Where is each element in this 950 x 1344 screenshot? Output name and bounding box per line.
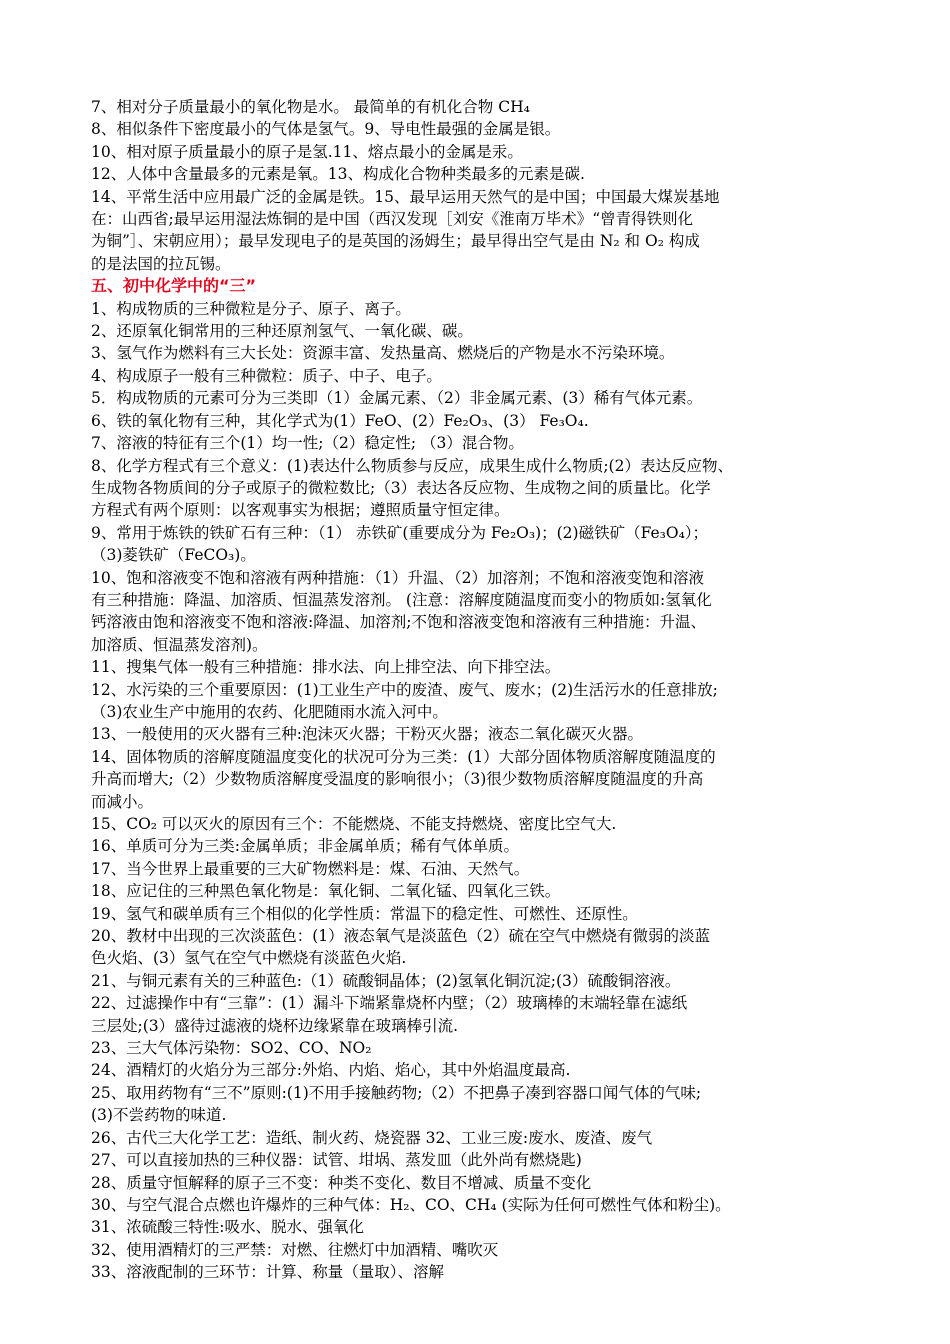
text-line: (3)不尝药物的味道. [91,1106,227,1125]
text-line: 7、相对分子质量最小的氧化物是水。 最简单的有机化合物 CH₄ [91,98,530,116]
text-line: 18、应记住的三种黑色氧化物是：氧化铜、二氧化锰、四氧化三铁。 [91,882,561,901]
text-line: 8、相似条件下密度最小的气体是氢气。9、导电性最强的金属是银。 [91,120,561,139]
text-line: 14、平常生活中应用最广泛的金属是铁。15、最早运用天然气的是中国；中国最大煤炭基地 [91,187,720,206]
text-line: 有三种措施：降温、加溶质、恒温蒸发溶剂。 (注意：溶解度随温度而变小的物质如:氢氧化 [91,590,712,609]
text-line: 13、一般使用的灭火器有三种:泡沫灭火器；干粉灭火器；液态二氧化碳灭火器。 [91,725,643,744]
text-line: 12、人体中含量最多的元素是氧。13、构成化合物种类最多的元素是碳. [91,165,585,184]
text-line: 为铜”］、宋朝应用）；最早发现电子的是英国的汤姆生；最早得出空气是由 N₂ 和 O₂ 构成 [91,232,700,251]
text-line: 3、氢气作为燃料有三大长处：资源丰富、发热量高、燃烧后的产物是水不污染环境。 [91,344,675,363]
text-line: 升高而增大;（2）少数物质溶解度受温度的影响很小；（3)很少数物质溶解度随温度的升高 [91,770,704,789]
text-line: 14、固体物质的溶解度随温度变化的状况可分为三类：(1）大部分固体物质溶解度随温度的 [91,747,716,766]
top-section [91,96,890,275]
text-line: 21、与铜元素有关的三种蓝色:（1）硫酸铜晶体；(2)氢氧化铜沉淀;(3）硫酸铜溶液。 [91,971,681,990]
text-line: 30、与空气混合点燃也许爆炸的三种气体：H₂、CO、CH₄ (实际为任何可燃性气体和粉尘)。 [91,1195,731,1214]
text-line: 27、可以直接加热的三种仪器：试管、坩埚、蒸发皿（此外尚有燃烧匙) [91,1151,582,1170]
text-line: 11、搜集气体一般有三种措施：排水法、向上排空法、向下排空法。 [91,658,561,677]
text-line: 而减小。 [91,792,154,811]
text-line: 的是法国的拉瓦锡。 [91,254,231,273]
text-line: 7、溶液的特征有三个(1）均一性;（2）稳定性; （3）混合物。 [91,434,524,453]
text-line: 22、过滤操作中有“三靠”：(1）漏斗下端紧靠烧杯内壁；（2）玻璃棒的末端轻靠在滤纸 [91,994,688,1013]
text-line: 33、溶液配制的三环节：计算、称量（量取）、溶解 [91,1263,444,1282]
text-line: 生成物各物质间的分子或原子的微粒数比;（3）表达各反应物、生成物之间的质量比。化学 [91,478,711,497]
text-line: 32、使用酒精灯的三严禁：对燃、往燃灯中加酒精、嘴吹灭 [91,1240,499,1259]
text-line: 17、当今世界上最重要的三大矿物燃料是：煤、石油、天然气。 [91,859,530,878]
text-line: 9、常用于炼铁的铁矿石有三种：（1） 赤铁矿(重要成分为 Fe₂O₃)；(2)磁铁矿（Fe₃O₄）； [91,523,709,542]
text-line: 10、相对原子质量最小的原子是氢.11、熔点最小的金属是汞。 [91,142,523,161]
text-line: 31、浓硫酸三特性:吸水、脱水、强氧化 [91,1218,364,1237]
text-line: 4、构成原子一般有三种微粒：质子、中子、电子。 [91,366,442,385]
text-line: 16、单质可分为三类:金属单质；非金属单质；稀有气体单质。 [91,837,519,856]
text-line: 15、CO₂ 可以灭火的原因有三个：不能燃烧、不能支持燃烧、密度比空气大. [91,815,617,833]
text-line: 19、氢气和碳单质有三个相似的化学性质：常温下的稳定性、可燃性、还原性。 [91,904,638,923]
text-line: 三层处;(3）盛待过滤液的烧杯边缘紧靠在玻璃棒引流. [91,1016,459,1035]
text-line: 色火焰、(3）氢气在空气中燃烧有淡蓝色火焰. [91,949,407,968]
text-line: 钙溶液由饱和溶液变不饱和溶液:降温、加溶剂;不饱和溶液变饱和溶液有三种措施：升温、 [91,613,706,632]
text-line: 在：山西省;最早运用湿法炼铜的是中国（西汉发现［刘安《淮南万毕术》“曾青得铁则化 [91,210,694,229]
text-line: 6、铁的氧化物有三种，其化学式为(1）FeO、(2）Fe₂O₃、(3） Fe₃O₄. [91,411,589,430]
text-line: 23、三大气体污染物：SO2、CO、NO₂ [91,1039,372,1058]
section-heading: 五、初中化学中的“三” [91,276,257,296]
text-line: 10、饱和溶液变不饱和溶液有两种措施：（1）升温、（2）加溶剂；不饱和溶液变饱和溶液 [91,568,704,587]
text-line: 26、古代三大化学工艺：造纸、制火药、烧瓷器 32、工业三废:废水、废渣、废气 [91,1128,653,1147]
text-line: （3)菱铁矿（FeCO₃)。 [91,546,256,565]
text-line: 1、构成物质的三种微粒是分子、原子、离子。 [91,299,411,318]
text-line: 加溶质、恒温蒸发溶剂)。 [91,635,268,654]
text-line: 12、水污染的三个重要原因：(1)工业生产中的废渣、废气、废水；(2)生活污水的任意排放; [91,680,718,699]
text-line: 20、教材中出现的三次淡蓝色：(1）液态氧气是淡蓝色（2）硫在空气中燃烧有微弱的淡蓝 [91,927,710,946]
text-line: 方程式有两个原则：以客观事实为根据；遵照质量守恒定律。 [91,501,510,520]
text-line: 24、酒精灯的火焰分为三部分:外焰、内焰、焰心，其中外焰温度最高. [91,1061,571,1080]
text-line: 5．构成物质的元素可分为三类即（1）金属元素、（2）非金属元素、(3）稀有气体元素。 [91,389,703,408]
section-body [91,298,890,1284]
text-line: 28、质量守恒解释的原子三不变：种类不变化、数目不增减、质量不变化 [91,1173,592,1192]
text-line: 2、还原氧化铜常用的三种还原剂氢气、一氧化碳、碳。 [91,322,473,341]
text-line: 8、化学方程式有三个意义：(1)表达什么物质参与反应，成果生成什么物质;(2）表达反应物、 [91,456,733,475]
text-line: （3)农业生产中施用的农药、化肥随雨水流入河中。 [91,702,448,721]
text-line: 25、取用药物有“三不”原则:(1)不用手接触药物;（2）不把鼻子凑到容器口闻气体的气味; [91,1083,702,1102]
